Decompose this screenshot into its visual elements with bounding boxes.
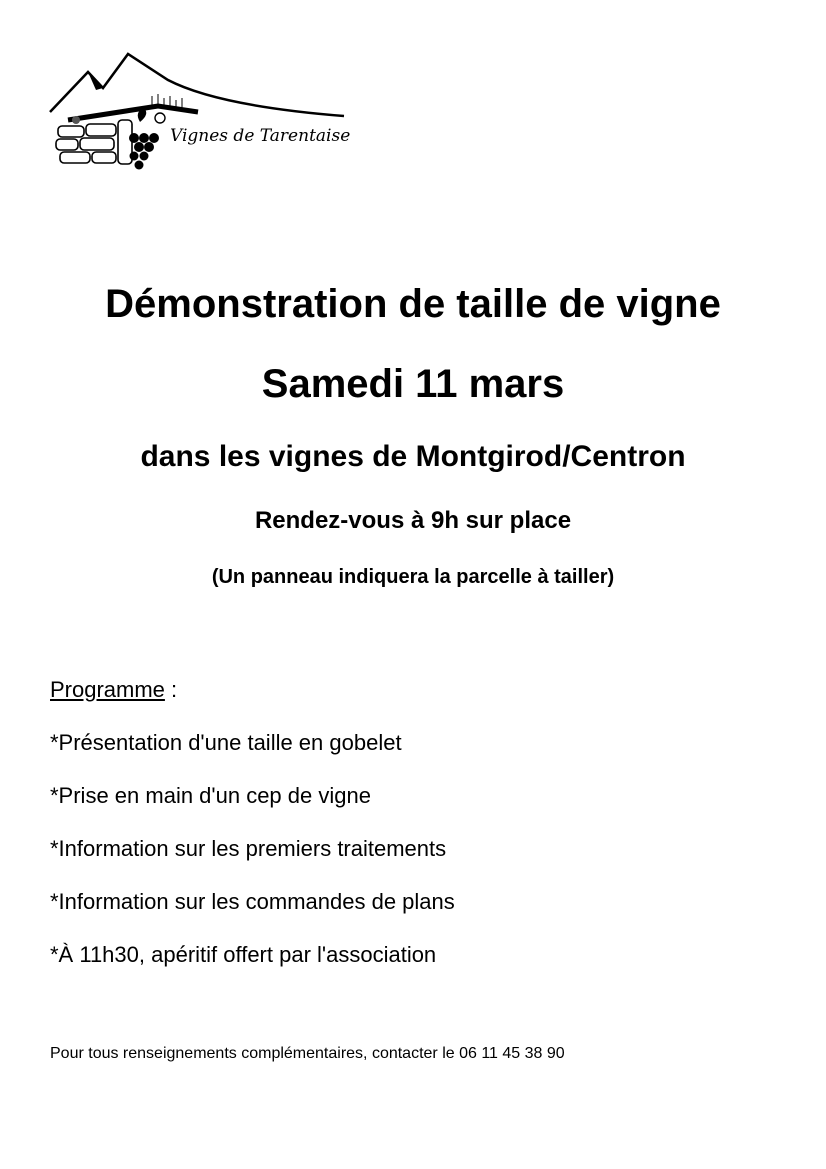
logo-text: Vignes de Tarentaise: [170, 126, 351, 146]
programme-item: *Information sur les premiers traitements: [50, 836, 447, 861]
programme-label: Programme: [50, 677, 165, 702]
programme-item: *À 11h30, apéritif offert par l'association: [50, 942, 437, 967]
vignes-de-tarentaise-logo: [48, 50, 351, 180]
contact-info: Pour tous renseignements complémentaires, contacter le 06 11 45 38 90: [50, 1045, 565, 1062]
programme-item: *Prise en main d'un cep de vigne: [50, 783, 371, 808]
programme-separator: :: [164, 677, 178, 702]
mountain-vineyard-logo-graphic: [48, 50, 351, 180]
meeting-time: Rendez-vous à 9h sur place: [254, 507, 572, 534]
event-location: dans les vignes de Montgirod/Centron: [140, 440, 686, 473]
programme-item: *Information sur les commandes de plans: [50, 889, 455, 914]
programme-heading: [50, 677, 177, 703]
event-date: Samedi 11 mars: [261, 362, 565, 406]
location-note: (Un panneau indiquera la parcelle à tailler): [211, 566, 615, 588]
programme-item: *Présentation d'une taille en gobelet: [50, 730, 402, 755]
event-title: Démonstration de taille de vigne: [105, 282, 721, 326]
